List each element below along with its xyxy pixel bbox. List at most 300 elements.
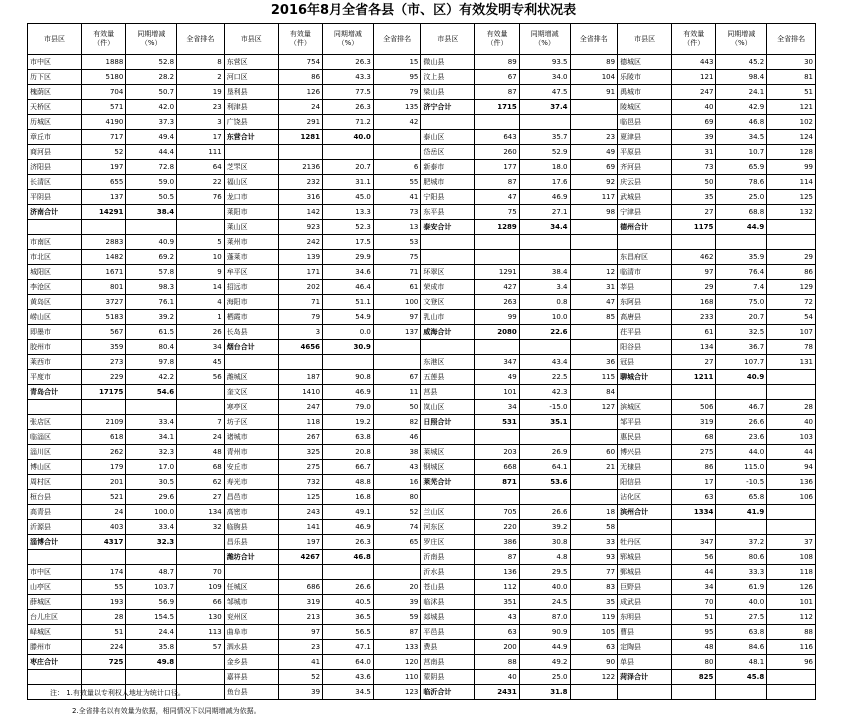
growth-cell: 10.0 [519,310,570,325]
rank-cell: 91 [570,85,618,100]
region-cell: 莱城区 [421,445,475,460]
rank-cell: 37 [767,535,816,550]
count-cell: 347 [672,535,716,550]
rank-cell: 75 [373,250,421,265]
rank-cell: 108 [767,550,816,565]
column-header: 同期增减 （%） [519,24,570,55]
region-cell [421,490,475,505]
region-cell: 莱州市 [224,235,278,250]
rank-cell: 123 [373,685,421,700]
count-cell: 1671 [82,265,126,280]
growth-cell: 46.9 [323,385,374,400]
growth-cell: 48.1 [716,655,767,670]
rank-cell: 23 [177,100,225,115]
table-row [28,490,816,505]
rank-cell: 127 [570,400,618,415]
rank-cell: 52 [373,505,421,520]
count-cell: 201 [82,475,126,490]
count-cell: 39 [672,130,716,145]
table-row [28,580,816,595]
rank-cell: 21 [570,460,618,475]
region-cell: 环翠区 [421,265,475,280]
count-cell: 801 [82,280,126,295]
growth-cell: 115.0 [716,460,767,475]
table-row [28,610,816,625]
growth-cell: 61.5 [126,325,177,340]
rank-cell: 76 [177,190,225,205]
count-cell: 316 [278,190,322,205]
region-cell: 东平县 [421,205,475,220]
rank-cell: 73 [373,205,421,220]
rank-cell: 45 [177,355,225,370]
region-cell: 东营区 [224,55,278,70]
rank-cell: 60 [570,445,618,460]
growth-cell: 24.1 [716,85,767,100]
count-cell: 87 [475,175,519,190]
count-cell: 233 [672,310,716,325]
rank-cell: 95 [373,70,421,85]
table-row [28,55,816,70]
count-cell: 69 [672,115,716,130]
region-cell: 潍城区 [224,370,278,385]
growth-cell: 46.9 [519,190,570,205]
region-cell: 莱阳市 [224,205,278,220]
region-cell: 兖州区 [224,610,278,625]
count-cell: 717 [82,130,126,145]
region-cell: 曹县 [618,625,672,640]
count-cell: 1281 [278,130,322,145]
growth-cell: 48.7 [126,565,177,580]
count-cell: 89 [475,55,519,70]
rank-cell: 51 [767,85,816,100]
growth-cell: 107.7 [716,355,767,370]
count-cell: 134 [672,340,716,355]
count-cell: 351 [475,595,519,610]
rank-cell: 23 [570,130,618,145]
count-cell: 386 [475,535,519,550]
count-cell: 2109 [82,415,126,430]
rank-cell: 38 [373,445,421,460]
growth-cell: 34.4 [519,220,570,235]
growth-cell [126,670,177,685]
count-cell: 725 [82,655,126,670]
rank-cell [570,475,618,490]
growth-cell: 84.6 [716,640,767,655]
column-header: 市县区 [224,24,278,55]
growth-cell: 35.9 [716,250,767,265]
growth-cell [126,400,177,415]
growth-cell: 68.8 [716,205,767,220]
rank-cell [767,520,816,535]
rank-cell: 39 [373,595,421,610]
region-cell: 奎文区 [224,385,278,400]
rank-cell: 71 [373,265,421,280]
rank-cell [570,250,618,265]
region-cell: 无棣县 [618,460,672,475]
count-cell: 177 [475,160,519,175]
count-cell: 403 [82,520,126,535]
column-header: 有效量 （件） [475,24,519,55]
region-cell: 历城区 [28,115,82,130]
region-cell: 平阴县 [28,190,82,205]
growth-cell: 98.4 [716,70,767,85]
rank-cell: 117 [570,190,618,205]
growth-cell: 65.8 [716,490,767,505]
count-cell: 141 [278,520,322,535]
rank-cell: 88 [767,625,816,640]
region-cell: 金乡县 [224,655,278,670]
growth-cell: 31.8 [519,685,570,700]
growth-cell: 29.9 [323,250,374,265]
growth-cell: 40.0 [323,130,374,145]
table-row [28,325,816,340]
count-cell: 55 [82,580,126,595]
growth-cell: 66.7 [323,460,374,475]
region-cell: 陵城区 [618,100,672,115]
count-cell: 243 [278,505,322,520]
rank-cell: 27 [177,490,225,505]
region-cell: 崂山区 [28,310,82,325]
region-cell [421,430,475,445]
region-cell: 乐陵市 [618,70,672,85]
rank-cell: 42 [373,115,421,130]
growth-cell: 41.9 [716,505,767,520]
region-cell: 齐河县 [618,160,672,175]
region-cell: 青岛合计 [28,385,82,400]
region-cell: 李沧区 [28,280,82,295]
region-cell: 济宁合计 [421,100,475,115]
count-cell: 49 [475,370,519,385]
rank-cell: 98 [570,205,618,220]
table-row [28,460,816,475]
region-cell: 罗庄区 [421,535,475,550]
region-cell: 牟平区 [224,265,278,280]
growth-cell: 31.1 [323,175,374,190]
rank-cell: 103 [767,430,816,445]
region-cell: 菏泽合计 [618,670,672,685]
growth-cell: 22.5 [519,370,570,385]
region-cell: 临清市 [618,265,672,280]
growth-cell: 30.8 [519,535,570,550]
count-cell: 1175 [672,220,716,235]
column-header: 有效量 （件） [278,24,322,55]
count-cell: 325 [278,445,322,460]
growth-cell: 4.8 [519,550,570,565]
region-cell: 莱芜合计 [421,475,475,490]
region-cell: 广饶县 [224,115,278,130]
growth-cell: 43.6 [323,670,374,685]
region-cell: 河口区 [224,70,278,85]
column-header: 有效量 （件） [82,24,126,55]
growth-cell [519,340,570,355]
rank-cell: 59 [373,610,421,625]
rank-cell: 109 [177,580,225,595]
region-cell: 潍坊合计 [224,550,278,565]
rank-cell: 72 [767,295,816,310]
region-cell: 阳信县 [618,475,672,490]
growth-cell: 35.7 [519,130,570,145]
count-cell [82,220,126,235]
region-cell: 栖霞市 [224,310,278,325]
rank-cell [373,130,421,145]
growth-cell: 69.2 [126,250,177,265]
count-cell: 427 [475,280,519,295]
table-row [28,640,816,655]
growth-cell: 44.0 [716,445,767,460]
rank-cell: 111 [177,145,225,160]
growth-cell: 25.0 [716,190,767,205]
rank-cell: 86 [767,265,816,280]
column-header: 全省排名 [373,24,421,55]
growth-cell: 37.2 [716,535,767,550]
growth-cell: 59.0 [126,175,177,190]
count-cell: 86 [278,70,322,85]
notes [50,684,830,720]
count-cell: 28 [82,610,126,625]
region-cell: 泰山区 [421,130,475,145]
growth-cell [716,235,767,250]
growth-cell: 64.0 [323,655,374,670]
count-cell: 1715 [475,100,519,115]
region-cell: 济南合计 [28,205,82,220]
region-cell: 青州市 [224,445,278,460]
rank-cell: 79 [373,85,421,100]
growth-cell: 49.2 [519,655,570,670]
rank-cell: 132 [767,205,816,220]
rank-cell: 130 [177,610,225,625]
growth-cell: 38.4 [126,205,177,220]
table-row [28,550,816,565]
rank-cell: 29 [767,250,816,265]
rank-cell [177,670,225,685]
count-cell: 27 [672,355,716,370]
growth-cell: 80.6 [716,550,767,565]
growth-cell: 33.4 [126,415,177,430]
region-cell: 沂南县 [421,550,475,565]
rank-cell: 96 [767,655,816,670]
rank-cell [767,235,816,250]
rank-cell: 20 [373,580,421,595]
growth-cell: 34.1 [126,430,177,445]
rank-cell: 5 [177,235,225,250]
count-cell: 359 [82,340,126,355]
growth-cell: 34.5 [323,685,374,700]
growth-cell: 44.4 [126,145,177,160]
growth-cell: 93.5 [519,55,570,70]
column-header: 市县区 [618,24,672,55]
count-cell: 668 [475,460,519,475]
region-cell: 长岛县 [224,325,278,340]
rank-cell: 89 [570,55,618,70]
count-cell: 202 [278,280,322,295]
count-cell: 247 [672,85,716,100]
count-cell [475,250,519,265]
growth-cell: 40.9 [126,235,177,250]
growth-cell: 23.6 [716,430,767,445]
region-cell: 莒县 [421,385,475,400]
table-row [28,340,816,355]
growth-cell: 16.8 [323,490,374,505]
rank-cell: 74 [373,520,421,535]
count-cell [672,235,716,250]
rank-cell: 54 [767,310,816,325]
growth-cell: 26.3 [323,100,374,115]
region-cell: 郓城县 [618,550,672,565]
region-cell: 淄博合计 [28,535,82,550]
rank-cell [767,370,816,385]
count-cell: 1291 [475,265,519,280]
rank-cell: 78 [767,340,816,355]
table-row [28,85,816,100]
table-row [28,70,816,85]
count-cell: 67 [475,70,519,85]
growth-cell: 28.2 [126,70,177,85]
growth-cell [519,235,570,250]
growth-cell: 103.7 [126,580,177,595]
rank-cell [177,205,225,220]
region-cell: 五莲县 [421,370,475,385]
growth-cell: 36.5 [323,610,374,625]
count-cell: 247 [278,400,322,415]
region-cell: 邹城市 [224,595,278,610]
count-cell: 825 [672,670,716,685]
growth-cell: 7.4 [716,280,767,295]
growth-cell: 33.3 [716,565,767,580]
region-cell: 蓬莱市 [224,250,278,265]
growth-cell [126,220,177,235]
region-cell: 薛城区 [28,595,82,610]
growth-cell: 76.1 [126,295,177,310]
region-cell [224,145,278,160]
growth-cell: -15.0 [519,400,570,415]
growth-cell [323,565,374,580]
rank-cell: 69 [570,160,618,175]
region-cell: 牡丹区 [618,535,672,550]
count-cell: 1211 [672,370,716,385]
growth-cell: 46.8 [716,115,767,130]
note-2: 2.全省排名以有效量为依据，相同情况下以同期增减为依据。 [72,707,261,715]
rank-cell [767,670,816,685]
region-cell: 宁津县 [618,205,672,220]
count-cell: 506 [672,400,716,415]
count-cell: 44 [672,565,716,580]
region-cell: 滕州市 [28,640,82,655]
rank-cell: 35 [570,595,618,610]
region-cell: 海阳市 [224,295,278,310]
growth-cell: 97.8 [126,355,177,370]
column-header: 同期增减 （%） [716,24,767,55]
growth-cell: 22.6 [519,325,570,340]
growth-cell: 48.8 [323,475,374,490]
count-cell: 29 [672,280,716,295]
rank-cell: 116 [767,640,816,655]
count-cell: 275 [278,460,322,475]
count-cell: 23 [278,640,322,655]
region-cell: 庆云县 [618,175,672,190]
rank-cell: 15 [373,55,421,70]
region-cell: 黄岛区 [28,295,82,310]
rank-cell: 46 [373,430,421,445]
rank-cell: 124 [767,130,816,145]
growth-cell: 80.4 [126,340,177,355]
growth-cell: 10.7 [716,145,767,160]
region-cell: 利津县 [224,100,278,115]
region-cell: 市中区 [28,55,82,70]
rank-cell: 135 [373,100,421,115]
rank-cell: 31 [570,280,618,295]
region-cell: 鄄城县 [618,565,672,580]
growth-cell: 40.0 [716,595,767,610]
table-row [28,265,816,280]
rank-cell: 22 [177,175,225,190]
region-cell: 莱山区 [224,220,278,235]
region-cell: 周村区 [28,475,82,490]
growth-cell: 43.4 [519,355,570,370]
region-cell: 天桥区 [28,100,82,115]
growth-cell: 26.3 [323,535,374,550]
count-cell: 139 [278,250,322,265]
count-cell [82,550,126,565]
region-cell [618,520,672,535]
region-cell: 文登区 [421,295,475,310]
rank-cell: 55 [373,175,421,190]
rank-cell: 1 [177,310,225,325]
rank-cell: 50 [373,400,421,415]
table-row [28,235,816,250]
growth-cell: 57.8 [126,265,177,280]
rank-cell: 2 [177,70,225,85]
rank-cell [177,655,225,670]
count-cell: 39 [278,685,322,700]
rank-cell: 68 [177,460,225,475]
region-cell: 临淄区 [28,430,82,445]
region-cell: 枣庄合计 [28,655,82,670]
table-row [28,130,816,145]
count-cell: 97 [278,625,322,640]
rank-cell: 53 [373,235,421,250]
count-cell: 203 [475,445,519,460]
count-cell: 643 [475,130,519,145]
rank-cell: 16 [373,475,421,490]
rank-cell: 63 [570,640,618,655]
growth-cell: 19.2 [323,415,374,430]
region-cell: 微山县 [421,55,475,70]
rank-cell: 18 [570,505,618,520]
count-cell: 61 [672,325,716,340]
growth-cell: 36.7 [716,340,767,355]
count-cell: 97 [672,265,716,280]
growth-cell: 34.6 [323,265,374,280]
column-header: 同期增减 （%） [126,24,177,55]
rank-cell: 114 [767,175,816,190]
count-cell: 48 [672,640,716,655]
region-cell: 梁山县 [421,85,475,100]
count-cell: 136 [475,565,519,580]
table-row [28,175,816,190]
growth-cell: 154.5 [126,610,177,625]
count-cell: 1289 [475,220,519,235]
count-cell: 171 [278,265,322,280]
rank-cell: 7 [177,415,225,430]
count-cell: 137 [82,190,126,205]
region-cell: 鱼台县 [224,685,278,700]
region-cell: 岱岳区 [421,145,475,160]
region-cell: 沂水县 [421,565,475,580]
count-cell: 168 [672,295,716,310]
table-row [28,430,816,445]
rank-cell: 93 [570,550,618,565]
region-cell: 张店区 [28,415,82,430]
